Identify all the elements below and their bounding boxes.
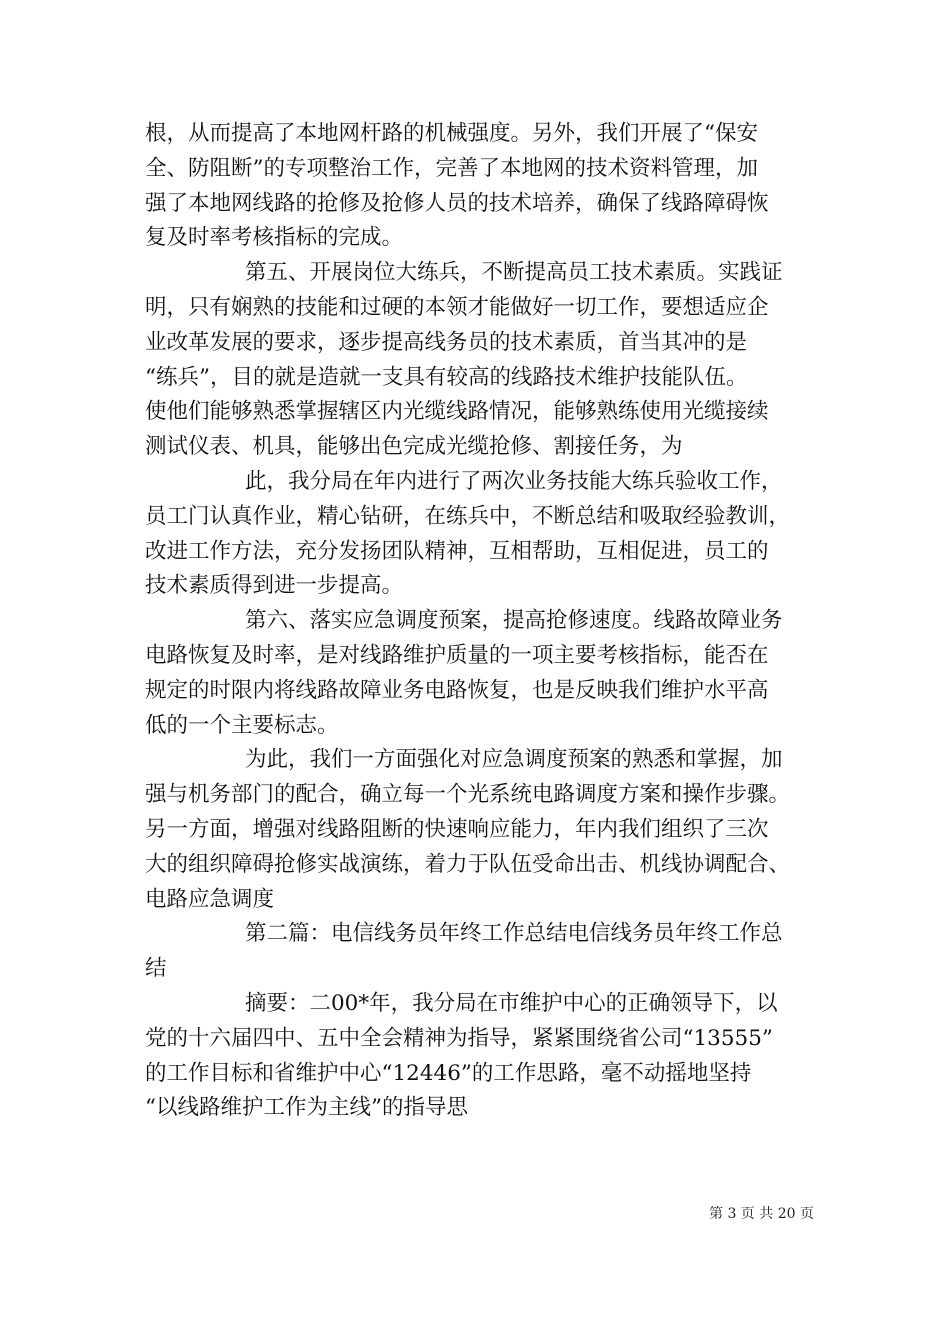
paragraph-start-line: 此，我分局在年内进行了两次业务技能大练兵验收工作， [245,468,783,494]
text-line: 复及时率考核指标的完成。 [145,225,404,251]
text-line: 强了本地网线路的抢修及抢修人员的技术培养，确保了线路障碍恢 [145,190,769,216]
paragraph-start-line: 为此，我们一方面强化对应急调度预案的熟悉和掌握，加 [245,747,783,773]
paragraph-start-line: 第五、开展岗位大练兵，不断提高员工技术素质。实践证 [245,260,783,286]
text-line: 根，从而提高了本地网杆路的机械强度。另外，我们开展了“保安 [145,121,758,146]
text-line: 测试仪表、机具，能够出色完成光缆抢修、割接任务，为 [145,434,683,460]
page-number: 第 3 页 共 20 页 [709,1206,814,1222]
text-line: 党的十六届四中、五中全会精神为指导，紧紧围绕省公司“13555” [145,1025,773,1051]
text-line: 低的一个主要标志。 [145,712,339,738]
text-line: 技术素质得到进一步提高。 [145,573,404,599]
text-line: 员工门认真作业，精心钻研，在练兵中，不断总结和吸取经验教训， [145,503,791,529]
text-line: 规定的时限内将线路故障业务电路恢复，也是反映我们维护水平高 [145,677,769,703]
document-body [145,117,825,1126]
text-line: 改进工作方法，充分发扬团队精神，互相帮助，互相促进，员工的 [145,538,769,564]
section-heading-line: 结 [145,956,167,982]
text-line: 大的组织障碍抢修实战演练，着力于队伍受命出击、机线协调配合、 [145,851,791,877]
text-line: 另一方面，增强对线路阻断的快速响应能力，年内我们组织了三次 [145,816,769,842]
text-line: “练兵”，目的就是造就一支具有较高的线路技术维护技能队伍。 [145,364,748,390]
text-line: 使他们能够熟悉掌握辖区内光缆线路情况，能够熟练使用光缆接续 [145,399,769,425]
text-line: 全、防阻断”的专项整治工作，完善了本地网的技术资料管理，加 [145,155,758,181]
paragraph-start-line: 摘要：二00*年，我分局在市维护中心的正确领导下，以 [245,990,778,1016]
paragraph-start-line: 第六、落实应急调度预案，提高抢修速度。线路故障业务 [245,608,783,634]
text-line: 电路应急调度 [145,886,275,912]
text-line: 的工作目标和省维护中心“12446”的工作思路，毫不动摇地坚持 [145,1060,752,1086]
section-heading-line: 第二篇：电信线务员年终工作总结电信线务员年终工作总 [245,921,783,947]
text-line: 电路恢复及时率，是对线路维护质量的一项主要考核指标，能否在 [145,642,769,668]
text-line: “以线路维护工作为主线”的指导思 [145,1095,468,1121]
text-line: 强与机务部门的配合，确立每一个光系统电路调度方案和操作步骤。 [145,782,791,808]
text-line: 明，只有娴熟的技能和过硬的本领才能做好一切工作，要想适应企 [145,294,769,320]
text-line: 业改革发展的要求，逐步提高线务员的技术素质，首当其冲的是 [145,329,748,355]
